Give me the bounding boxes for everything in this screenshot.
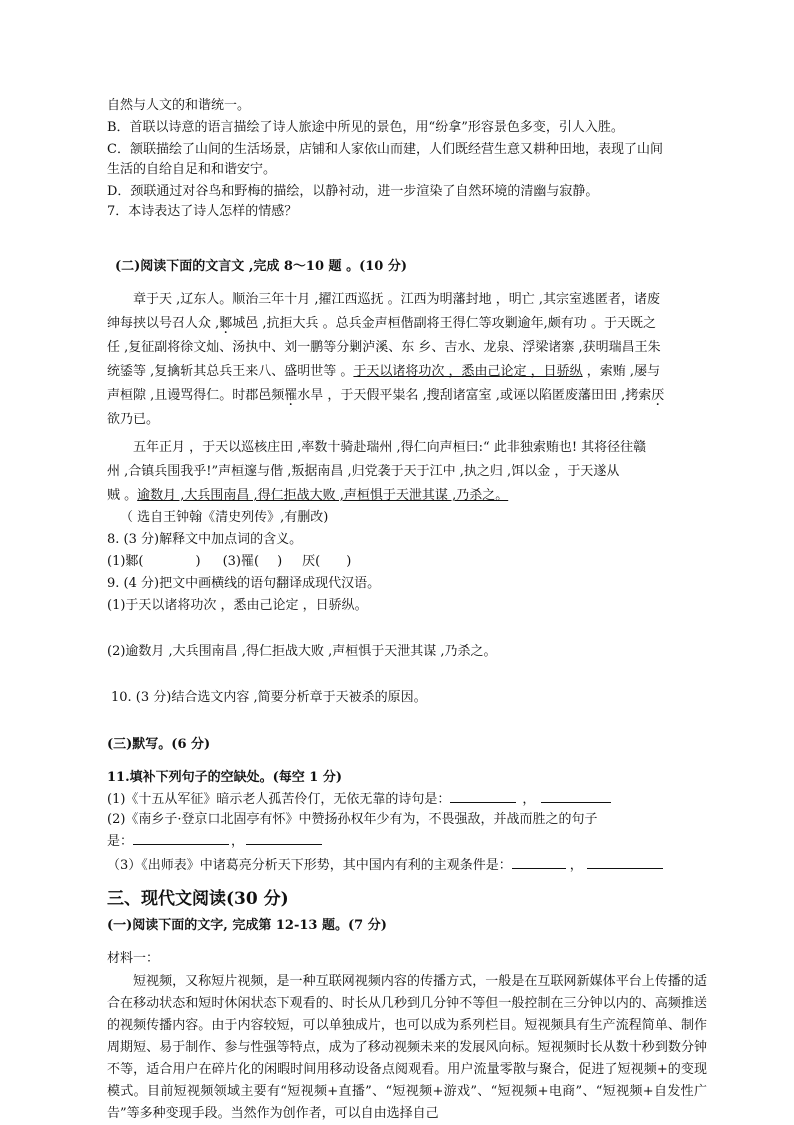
q8-item-1-close: ) xyxy=(195,554,201,569)
q11-3-text: （3）《出师表》中诸葛亮分析天下形势，其中国内有利的主观条件是： xyxy=(107,858,512,873)
classical-source: （ 选自王钟翰《清史列传》,有删改) xyxy=(120,510,329,525)
classical-p2-line1: 五年正月 ，于天以巡核庄田 ,率数十骑赴瑞州 ,得仁向声桓曰:“ 此非独索贿也! 其将径往赣 xyxy=(133,440,647,455)
comma: ， xyxy=(231,834,245,849)
q8-item-3: (3)罹( xyxy=(222,554,260,569)
q11-2-text: 是： xyxy=(107,834,134,849)
question-11-2a: (2)《南乡子·登京口北固亭有怀》中赞扬孙权年少有为，不畏强敌，并战而胜之的句子 xyxy=(107,812,598,827)
classical-p1-line3: 任 ,复征副将徐文灿、汤执中、刘一鹏等分剿泸溪、东 乡、吉水、龙泉、浮梁诸寨 ,获明瑞昌王朱 xyxy=(107,340,661,355)
dotted-word: 厌 xyxy=(651,388,665,403)
underlined-sentence-1: 于天以诸将功次 ，悉由己论定 ，日骄纵 xyxy=(353,364,583,379)
answer-blank[interactable] xyxy=(133,830,229,845)
option-b: B．首联以诗意的语言描绘了诗人旅途中所见的景色，用“纷拿”形容景色多变，引人入胜。 xyxy=(107,120,624,135)
question-11-3 xyxy=(107,854,707,876)
option-a-tail: 自然与人文的和谐统一。 xyxy=(107,98,251,113)
question-11: 11.填补下列句子的空缺处。(每空 1 分) xyxy=(107,770,343,785)
text-run: 水旱 ，于天假平粜名 ,搜刮诸富室 ,或诬以陷匿废藩田田 ,拷索 xyxy=(297,388,652,403)
classical-p2-line2: 州 ,合镇兵围我乎!”声桓邃与偕 ,叛据南昌 ,归党袭于天于江中 ,执之归 ,饵以金 ，于天遂从 xyxy=(107,464,620,479)
dictation-heading: (三)默写。(6 分) xyxy=(107,737,211,752)
answer-blank[interactable] xyxy=(246,830,322,845)
exam-page xyxy=(107,96,707,1125)
option-c-line1: C．颔联描绘了山间的生活场景，店铺和人家依山而建，人们既经营生意又耕种田地，表现了山间 xyxy=(107,142,663,157)
q8-item-4-close: ) xyxy=(346,554,352,569)
answer-blank[interactable] xyxy=(450,788,516,803)
text-run: 贼 。 xyxy=(107,488,138,503)
q11-1-text: (1)《十五从军征》暗示老人孤苦伶仃，无依无靠的诗句是： xyxy=(107,792,451,807)
question-8-items xyxy=(107,552,707,572)
question-7: 7．本诗表达了诗人怎样的情感？ xyxy=(107,204,298,219)
answer-blank[interactable] xyxy=(541,788,611,803)
q8-item-1: (1)鄹( xyxy=(107,554,144,569)
text-run: 统鋈等 ,复擒斩其总兵王来八、盛明世等 。 xyxy=(107,364,354,379)
classical-p2-line3 xyxy=(107,486,707,506)
question-11-1 xyxy=(107,788,707,810)
text-run: 城邑 ,抗拒大兵 。总兵金声桓偕副将王得仁等攻剿逾年,颇有功 。于天既之 xyxy=(232,316,656,331)
dotted-word: 罹 xyxy=(284,388,298,403)
answer-blank[interactable] xyxy=(512,854,566,869)
modern-section-title: 三、现代文阅读(30 分) xyxy=(107,889,289,909)
question-10: 10. (3 分)结合选文内容 ,简要分析章于天被杀的原因。 xyxy=(111,690,427,705)
underlined-sentence-2: 逾数月 ,大兵围南昌 ,得仁拒战大败 ,声桓惧于天泄其谋 ,乃杀之。 xyxy=(137,488,509,503)
comma: ， xyxy=(569,858,583,873)
classical-heading: (二)阅读下面的文言文 ,完成 8～10 题 。(10 分) xyxy=(115,259,407,274)
classical-p1-line4 xyxy=(107,362,707,382)
comma: ， xyxy=(522,792,536,807)
material-label: 材料一： xyxy=(107,951,160,966)
question-9-1: (1)于天以诸将功次 ，悉由己论定 ，日骄纵。 xyxy=(107,598,368,613)
q8-item-4: 厌( xyxy=(302,554,321,569)
question-11-2b xyxy=(107,830,707,852)
dotted-word: 鄹 xyxy=(219,316,233,331)
text-run: 声桓隙 ,且谩骂得仁。时郡邑频 xyxy=(107,388,285,403)
text-run: 绅每挟以号召人众 , xyxy=(107,316,220,331)
text-run: ，索贿 ,屡与 xyxy=(582,364,661,379)
classical-p1-line6: 欲乃已。 xyxy=(107,412,160,427)
answer-blank[interactable] xyxy=(587,854,663,869)
material-paragraph: 短视频，又称短片视频，是一种互联网视频内容的传播方式，一般是在互联网新媒体平台上传播的适合在移动状态和短时休闲状态下观看的、时长从几秒到几分钟不等但一般控制在三分钟以内的、高频推送的视频传播内容。由于内容较短，可以单独成片，也可以成为系列栏目。短视频具有生产流程简单、制作周期短、易于制作、参与性强等特点，成为了移动视频未来的发展风向标。短视频时长从数十秒到数分钟不等，适合用户在碎片化的闲暇时间用移动设备点阅观看。用户流量零散与聚合，促进了短视频+的变现模式。目前短视频领域主要有“短视频+直播”、“短视频+游戏”、“短视频+电商”、“短视频+自发性广告”等多种变现手段。当然作为创作者，可以自由选择自己 xyxy=(107,974,707,1121)
q8-item-3-close: ) xyxy=(277,554,283,569)
option-c-line2: 生活的自给自足和和谐安宁。 xyxy=(107,162,277,177)
question-9-2: (2)逾数月 ,大兵围南昌 ,得仁拒战大败 ,声桓惧于天泄其谋 ,乃杀之。 xyxy=(107,644,497,659)
option-d: D．颈联通过对谷鸟和野梅的描绘，以静衬动，进一步渲染了自然环境的清幽与寂静。 xyxy=(107,184,599,199)
question-9: 9. (4 分)把文中画横线的语句翻译成现代汉语。 xyxy=(107,576,381,591)
modern-heading: (一)阅读下面的文字, 完成第 12-13 题。(7 分) xyxy=(107,918,387,933)
question-8: 8. (3 分)解释文中加点词的含义。 xyxy=(107,532,303,547)
classical-p1-line5 xyxy=(107,386,707,406)
classical-p1-line1: 章于天 ,辽东人。顺治三年十月 ,擢江西巡抚 。江西为明藩封地 ，明亡 ,其宗室逃匿者，诸废 xyxy=(133,292,661,307)
classical-p1-line2 xyxy=(107,314,707,334)
